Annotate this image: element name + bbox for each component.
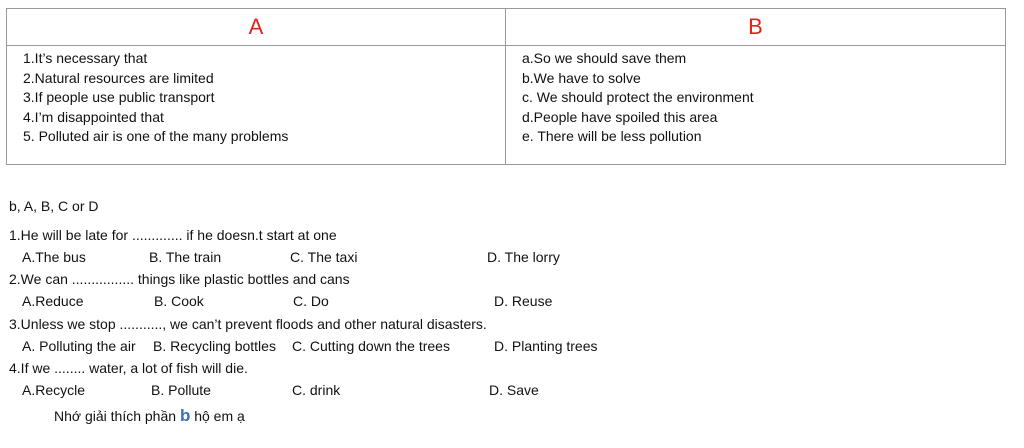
- question-text: 3.Unless we stop ..........., we can’t prevent floods and other natural disasters.: [9, 316, 487, 332]
- column-a-item: 2.Natural resources are limited: [23, 69, 214, 86]
- note-text-end: hộ em ạ: [190, 408, 245, 424]
- option-c: C. The taxi: [290, 249, 358, 265]
- section-title: b, A, B, C or D: [9, 198, 99, 214]
- option-c: C. Do: [293, 293, 329, 309]
- option-d: D. Save: [489, 382, 539, 398]
- option-a: A. Polluting the air: [22, 338, 136, 354]
- option-b: B. Cook: [154, 293, 204, 309]
- column-a-item: 3.If people use public transport: [23, 89, 215, 105]
- column-a-item: 4.I’m disappointed that: [23, 108, 164, 125]
- note-text: Nhớ giải thích phần: [54, 408, 180, 424]
- question-text: 2.We can ................ things like plastic bottles and cans: [9, 271, 350, 287]
- option-b: B. Pollute: [151, 382, 211, 398]
- option-d: D. Reuse: [494, 293, 553, 309]
- option-c: C. Cutting down the trees: [292, 338, 450, 354]
- option-d: D. Planting trees: [494, 338, 598, 354]
- column-b-item: c. We should protect the environment: [522, 89, 754, 105]
- column-b-header: B: [506, 9, 1006, 46]
- column-a-header: A: [7, 9, 506, 46]
- matching-table: [6, 8, 1006, 165]
- question-text: 4.If we ........ water, a lot of fish will die.: [9, 360, 248, 376]
- option-b: B. The train: [149, 249, 222, 265]
- column-b-item: b.We have to solve: [522, 69, 641, 86]
- option-a: A.Recycle: [22, 382, 86, 398]
- column-b-cell: [506, 46, 1006, 165]
- option-c: C. drink: [292, 382, 341, 398]
- column-a-cell: [7, 46, 506, 165]
- option-a: A.The bus: [22, 249, 86, 265]
- column-a-item: 1.It’s necessary that: [23, 50, 148, 66]
- column-b-item: a.So we should save them: [522, 50, 687, 66]
- option-a: A.Reduce: [22, 293, 84, 309]
- option-d: D. The lorry: [487, 249, 560, 265]
- column-a-item: 5. Polluted air is one of the many problems: [23, 128, 289, 144]
- column-b-item: e. There will be less pollution: [522, 128, 702, 144]
- note-highlight: b: [179, 406, 191, 425]
- request-note: [54, 406, 245, 426]
- question-text: 1.He will be late for ............. if he doesn.t start at one: [9, 227, 337, 243]
- column-b-item: d.People have spoiled this area: [522, 108, 718, 125]
- column-b-list: [506, 46, 1005, 147]
- column-a-list: [7, 46, 505, 147]
- option-b: B. Recycling bottles: [153, 338, 276, 354]
